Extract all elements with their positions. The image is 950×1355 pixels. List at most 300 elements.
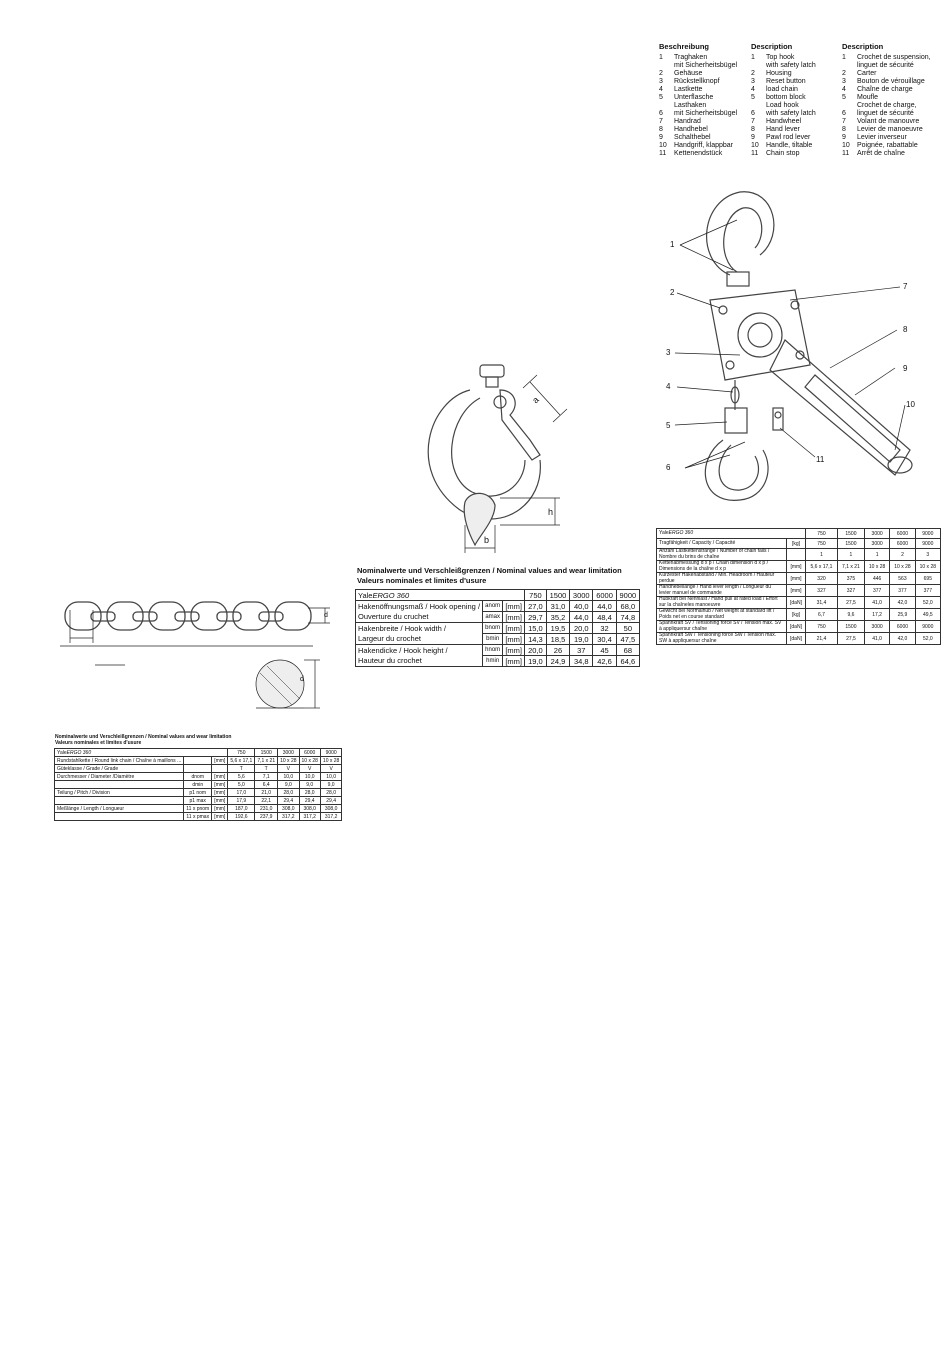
hook-cell: 20,0 <box>525 645 547 656</box>
spec-cell: 10 x 28 <box>864 561 889 573</box>
spec-cell: 1500 <box>837 539 864 549</box>
parts-list-item <box>842 94 931 102</box>
chain-cell: T <box>255 765 278 773</box>
capacity-header: 1500 <box>837 529 864 539</box>
part-name: Schalthebel <box>674 134 711 141</box>
part-number <box>842 102 857 110</box>
hook-row-symbol: bmin <box>483 634 503 645</box>
parts-list-item <box>751 150 816 158</box>
spec-cell: 52,0 <box>915 633 940 645</box>
spec-cell: 9,6 <box>837 609 864 621</box>
part-name: Handhebel <box>674 126 708 133</box>
part-name: Traghaken <box>674 54 708 61</box>
hook-row-unit: [mm] <box>503 623 525 634</box>
part-name: Handwheel <box>766 118 802 125</box>
spec-cell: 7,1 x 21 <box>837 561 864 573</box>
part-number: 2 <box>842 70 846 77</box>
parts-list-item <box>659 142 737 150</box>
spec-cell: 2 <box>890 549 915 561</box>
hook-row <box>356 645 640 656</box>
hook-cell: 68 <box>616 645 639 656</box>
chain-cell: 9,0 <box>299 781 320 789</box>
hook-cell: 32 <box>593 623 616 634</box>
spec-cell: 6000 <box>890 621 915 633</box>
parts-list-item <box>751 126 816 134</box>
spec-cell: 3000 <box>864 539 889 549</box>
part-number: 8 <box>842 126 846 133</box>
part-name: Lastkette <box>674 86 703 93</box>
chain-row-symbol: p1 nom <box>184 789 212 797</box>
chain-dimension-table <box>54 748 342 821</box>
spec-cell: 1500 <box>837 621 864 633</box>
part-number: 5 <box>842 94 846 101</box>
spec-row <box>657 609 941 621</box>
chain-row <box>55 805 342 813</box>
spec-cell: 52,0 <box>915 597 940 609</box>
part-number: 5 <box>751 94 755 101</box>
chain-cell: 17,9 <box>228 797 255 805</box>
spec-cell: 695 <box>915 573 940 585</box>
hook-row-symbol: hnom <box>483 645 503 656</box>
hook-row <box>356 601 640 612</box>
chain-table-title: Nominalwerte und Verschleißgrenzen / Nominal values and wear limitation Valeurs nominales et limites d'usure <box>55 734 232 746</box>
hook-cell: 31,0 <box>546 601 569 612</box>
spec-cell: 21,4 <box>806 633 838 645</box>
chain-cell: 237,9 <box>255 813 278 821</box>
spec-cell: 327 <box>837 585 864 597</box>
spec-row <box>657 633 941 645</box>
hand-lever-shape <box>770 340 910 475</box>
parts-list-item <box>842 134 931 142</box>
spec-row <box>657 621 941 633</box>
chain-cell: 317,2 <box>278 813 299 821</box>
chain-cell: 29,4 <box>278 797 299 805</box>
chain-cell: 28,0 <box>299 789 320 797</box>
chain-row-label <box>55 813 184 821</box>
part-number: 6 <box>751 110 755 117</box>
chain-row-unit: [mm] <box>212 813 228 821</box>
part-number: 1 <box>659 54 663 61</box>
chain-link-side <box>175 612 199 621</box>
part-name: load chain <box>766 86 798 93</box>
part-number: 11 <box>842 150 850 157</box>
chain-row-label: Rundstahlkette / Round link chain / Chaîne à maillons ... <box>55 757 184 765</box>
spec-cell: 49,5 <box>915 609 940 621</box>
hook-dimension-table <box>355 589 640 667</box>
part-number: 4 <box>659 86 663 93</box>
parts-list-item <box>751 110 816 118</box>
chain-row-label: Güteklasse / Grade / Grade <box>55 765 184 773</box>
hook-row <box>356 656 640 667</box>
spec-row <box>657 549 941 561</box>
capacity-header: 750 <box>806 529 838 539</box>
capacity-header: 9000 <box>915 529 940 539</box>
hook-row-unit: [mm] <box>503 645 525 656</box>
parts-list-item <box>842 54 931 62</box>
chain-cell: 308,0 <box>278 805 299 813</box>
hook-cell: 35,2 <box>546 612 569 623</box>
part-name: with safety latch <box>766 62 816 69</box>
part-name: Hand lever <box>766 126 800 133</box>
chain-cell: 10,0 <box>278 773 299 781</box>
part-number <box>751 102 766 110</box>
hook-row <box>356 612 640 623</box>
parts-list-header: Description <box>751 42 793 51</box>
spec-cell: 327 <box>806 585 838 597</box>
spec-cell: 27,5 <box>837 597 864 609</box>
chain-row-unit: [mm] <box>212 781 228 789</box>
parts-list-item <box>659 126 737 134</box>
spec-cell: 17,2 <box>864 609 889 621</box>
housing-shape <box>710 290 810 380</box>
chain-cell: 10,0 <box>320 773 341 781</box>
spec-row <box>657 597 941 609</box>
chain-row <box>55 789 342 797</box>
parts-list-item <box>842 110 931 118</box>
capacity-header: 6000 <box>299 749 320 757</box>
spec-cell: 377 <box>864 585 889 597</box>
chain-cell: 5,0 <box>228 781 255 789</box>
chain-cell: 10 x 28 <box>299 757 320 765</box>
part-number: 10 <box>659 142 667 149</box>
part-name: Pawl rod lever <box>766 134 811 141</box>
parts-list-item <box>659 118 737 126</box>
capacity-header: 6000 <box>593 590 616 601</box>
chain-cell: 187,0 <box>228 805 255 813</box>
parts-list-item <box>659 134 737 142</box>
chain-cell: 10 x 28 <box>320 757 341 765</box>
chain-cell: 231,0 <box>255 805 278 813</box>
parts-list-item <box>659 62 737 70</box>
chain-dimension-drawing <box>60 588 350 718</box>
hook-row <box>356 623 640 634</box>
hook-row-symbol: amax <box>483 612 503 623</box>
part-name: Crochet de charge, <box>857 102 917 109</box>
hook-cell: 27,0 <box>525 601 547 612</box>
hook-row-label: Hauteur du crochet <box>356 656 483 667</box>
part-number <box>751 62 766 70</box>
hook-row-unit: [mm] <box>503 634 525 645</box>
capacity-header: 750 <box>228 749 255 757</box>
parts-list-item <box>751 94 816 102</box>
part-name: Carter <box>857 70 877 77</box>
part-number <box>659 102 674 110</box>
hook-cell: 20,0 <box>570 623 593 634</box>
chain-row-symbol: p1 max <box>184 797 212 805</box>
chain-row-unit: [mm] <box>212 797 228 805</box>
part-number: 7 <box>751 118 755 125</box>
part-number: 7 <box>659 118 663 125</box>
spec-cell: 10 x 28 <box>890 561 915 573</box>
part-number <box>842 62 857 70</box>
hook-cell: 34,8 <box>570 656 593 667</box>
chain-row-label <box>55 781 184 789</box>
spec-model-cell <box>657 529 806 539</box>
part-name: linguet de sécurité <box>857 62 914 69</box>
part-number: 3 <box>842 78 846 85</box>
part-number: 4 <box>842 86 846 93</box>
chain-cell: 17,0 <box>228 789 255 797</box>
chain-cell: 29,4 <box>299 797 320 805</box>
part-number: 1 <box>842 54 846 61</box>
chain-cell: 192,6 <box>228 813 255 821</box>
parts-list-item <box>842 86 931 94</box>
spec-row-label: Handhebellänge / Hand lever length / Longueur du levier manuel de commande <box>657 585 787 597</box>
parts-list-item <box>659 70 737 78</box>
hook-row-symbol: bnom <box>483 623 503 634</box>
chain-link-side <box>91 612 115 621</box>
parts-list-header: Beschreibung <box>659 42 710 51</box>
spec-row-label: Gewicht bei Normalhub / Net weight at standard lift / Poids net en course standard <box>657 609 787 621</box>
part-number: 4 <box>751 86 755 93</box>
parts-list-en <box>751 43 816 158</box>
parts-list-item <box>751 86 816 94</box>
parts-list-item <box>842 102 931 110</box>
parts-list-item <box>751 78 816 86</box>
hook-table-title: Nominalwerte und Verschleißgrenzen / Nominal values and wear limitation Valeurs nominales et limites d'usure <box>357 566 622 585</box>
part-number: 1 <box>751 54 755 61</box>
part-number: 8 <box>751 126 755 133</box>
hoist-label-5: 5 <box>666 421 671 430</box>
hoist-label-6: 6 <box>666 463 671 472</box>
spec-row-unit: [daN] <box>787 633 806 645</box>
part-name: Kettenendstück <box>674 150 723 157</box>
spec-cell: 320 <box>806 573 838 585</box>
hook-cell: 68,0 <box>616 601 639 612</box>
part-name: Handrad <box>674 118 701 125</box>
spec-row-label: Kürzester Hakenabstand / Min. Headroom / Hauteur perdue <box>657 573 787 585</box>
spec-row <box>657 539 941 549</box>
chain-row <box>55 765 342 773</box>
part-name: Arrêt de chaîne <box>857 150 905 157</box>
hoist-label-7: 7 <box>903 282 908 291</box>
hook-dim-h: h <box>548 507 554 517</box>
parts-list-item <box>842 62 931 70</box>
chain-row-symbol: 11 x pnom <box>184 805 212 813</box>
model-suffix: ERGO 360 <box>66 749 92 756</box>
spec-row-unit: [mm] <box>787 585 806 597</box>
chain-cell: 308,0 <box>320 805 341 813</box>
hook-dim-a: a <box>530 394 541 406</box>
model-suffix: ERGO 360 <box>668 529 694 536</box>
chain-row <box>55 813 342 821</box>
capacity-header: 9000 <box>320 749 341 757</box>
chain-row-label: Teilung / Pitch / Division <box>55 789 184 797</box>
part-name: Reset button <box>766 78 806 85</box>
parts-list-item <box>751 62 816 70</box>
hook-row-unit: [mm] <box>503 612 525 623</box>
spec-cell: 1 <box>837 549 864 561</box>
chain-link-side <box>133 612 157 621</box>
hook-cell: 37 <box>570 645 593 656</box>
capacity-header: 1500 <box>546 590 569 601</box>
chain-cell: 21,0 <box>255 789 278 797</box>
chain-header-row <box>55 749 342 757</box>
chain-cell: 28,0 <box>320 789 341 797</box>
part-name: Levier inverseur <box>857 134 907 141</box>
spec-cell: 31,4 <box>806 597 838 609</box>
chain-row-symbol: 11 x pmax <box>184 813 212 821</box>
spec-cell: 446 <box>864 573 889 585</box>
parts-list-fr <box>842 43 931 158</box>
chain-cell: 317,2 <box>299 813 320 821</box>
chain-cell: 9,0 <box>278 781 299 789</box>
part-name: Bouton de vérouillage <box>857 78 925 85</box>
spec-cell: 750 <box>806 539 838 549</box>
spec-row-unit: [daN] <box>787 597 806 609</box>
hook-cell: 40,0 <box>570 601 593 612</box>
spec-row <box>657 561 941 573</box>
spec-cell: 9000 <box>915 539 940 549</box>
spec-header-row <box>657 529 941 539</box>
chain-cell: V <box>320 765 341 773</box>
parts-list-item <box>751 70 816 78</box>
part-name: Chaîne de charge <box>857 86 913 93</box>
spec-row-unit: [mm] <box>787 573 806 585</box>
spec-cell: 377 <box>890 585 915 597</box>
hook-cell: 29,7 <box>525 612 547 623</box>
chain-dim-d: d <box>324 612 328 619</box>
hook-cell: 48,4 <box>593 612 616 623</box>
chain-row-label: Meßlänge / Length / Longueur <box>55 805 184 813</box>
hook-cell: 44,0 <box>593 601 616 612</box>
capacity-header: 6000 <box>890 529 915 539</box>
parts-list-item <box>751 54 816 62</box>
spec-cell: 41,0 <box>864 633 889 645</box>
parts-list-item <box>751 142 816 150</box>
capacity-header: 9000 <box>616 590 639 601</box>
bottom-block-shape <box>725 408 747 433</box>
chain-row-unit: [mm] <box>212 757 228 765</box>
spec-cell: 27,5 <box>837 633 864 645</box>
spec-row-unit: [mm] <box>787 561 806 573</box>
hook-cell: 45 <box>593 645 616 656</box>
parts-list-item <box>842 126 931 134</box>
part-name: linguet de sécurité <box>857 110 914 117</box>
spec-row-unit: [kg] <box>787 539 806 549</box>
part-number: 6 <box>659 110 663 117</box>
part-name: Load hook <box>766 102 799 109</box>
hook-row-label: Hakenbreite / Hook width / <box>356 623 483 634</box>
part-number: 2 <box>751 70 755 77</box>
part-number: 9 <box>842 134 846 141</box>
hoist-label-3: 3 <box>666 348 671 357</box>
part-name: Top hook <box>766 54 795 61</box>
hoist-label-9: 9 <box>903 364 908 373</box>
part-name: mit Sicherheitsbügel <box>674 110 738 117</box>
chain-row <box>55 773 342 781</box>
hoist-label-10: 10 <box>906 400 915 409</box>
chain-link <box>65 602 101 630</box>
spec-cell: 9000 <box>915 621 940 633</box>
part-name: Chain stop <box>766 150 800 157</box>
spec-row-unit: [kg] <box>787 609 806 621</box>
parts-list-item <box>659 102 737 110</box>
hook-cell: 14,3 <box>525 634 547 645</box>
chain-link <box>149 602 185 630</box>
part-number: 7 <box>842 118 846 125</box>
hook-cell: 64,6 <box>616 656 639 667</box>
spec-row <box>657 585 941 597</box>
part-number: 9 <box>659 134 663 141</box>
chain-dim-d-section: d <box>300 676 304 683</box>
hook-row-label: Ouverture du cruchet <box>356 612 483 623</box>
chain-link-side <box>217 612 241 621</box>
capacity-header: 1500 <box>255 749 278 757</box>
part-number: 3 <box>751 78 755 85</box>
part-name: Gehäuse <box>674 70 703 77</box>
hook-row-symbol: hmin <box>483 656 503 667</box>
hoist-label-2: 2 <box>670 288 675 297</box>
part-name: Moufle <box>857 94 879 101</box>
hook-dim-b: b <box>484 535 490 545</box>
part-name: Unterflasche <box>674 94 714 101</box>
lever-hoist-drawing <box>655 180 945 520</box>
spec-cell: 42,0 <box>890 633 915 645</box>
parts-list-header: Description <box>842 42 884 51</box>
parts-list-item <box>659 86 737 94</box>
spec-row-unit: [daN] <box>787 621 806 633</box>
spec-cell: 1 <box>864 549 889 561</box>
part-name: mit Sicherheitsbügel <box>674 62 738 69</box>
chain-cell: 6,4 <box>255 781 278 789</box>
parts-list-item <box>659 94 737 102</box>
spec-cell: 5,6 x 17,1 <box>806 561 838 573</box>
model-prefix: Yale <box>358 590 373 600</box>
part-number: 3 <box>659 78 663 85</box>
capacity-header: 3000 <box>570 590 593 601</box>
chain-cell: 10 x 28 <box>278 757 299 765</box>
chain-cell: 10,0 <box>299 773 320 781</box>
hook-cell: 19,0 <box>525 656 547 667</box>
part-name: Rückstellknopf <box>674 78 720 85</box>
hook-cell: 47,5 <box>616 634 639 645</box>
part-number: 6 <box>842 110 846 117</box>
hook-cell: 50 <box>616 623 639 634</box>
spec-cell: 3000 <box>864 621 889 633</box>
spec-cell: 6,7 <box>806 609 838 621</box>
hook-cell: 44,0 <box>570 612 593 623</box>
model-prefix: Yale <box>659 529 669 536</box>
spec-cell: 41,0 <box>864 597 889 609</box>
part-name: Volant de manouvre <box>857 118 920 125</box>
spec-row-label: Hubkraft bei Nennlast / Hand pull at rated load / Effort sur la chaîneles manoeuvre <box>657 597 787 609</box>
parts-list-item <box>842 78 931 86</box>
hook-cell: 30,4 <box>593 634 616 645</box>
part-name: bottom block <box>766 94 806 101</box>
chain-cell: 29,4 <box>320 797 341 805</box>
spec-cell: 1 <box>806 549 838 561</box>
chain-row-symbol: dmin <box>184 781 212 789</box>
chain-link-side <box>259 612 283 621</box>
spec-cell: 10 x 28 <box>915 561 940 573</box>
parts-list-item <box>751 102 816 110</box>
part-name: Levier de manoeuvre <box>857 126 923 133</box>
top-hook-shank <box>727 272 749 286</box>
parts-list-item <box>842 142 931 150</box>
part-name: Lasthaken <box>674 102 707 109</box>
parts-list-item <box>659 110 737 118</box>
chain-row-unit <box>212 765 228 773</box>
hook-row-symbol: anom <box>483 601 503 612</box>
parts-list-de <box>659 43 737 158</box>
hook-row-unit: [mm] <box>503 601 525 612</box>
parts-list-item <box>842 150 931 158</box>
chain-cell: 7,1 <box>255 773 278 781</box>
part-name: Crochet de suspension, <box>857 54 931 61</box>
chain-row-label <box>55 797 184 805</box>
hook-cell: 19,0 <box>570 634 593 645</box>
